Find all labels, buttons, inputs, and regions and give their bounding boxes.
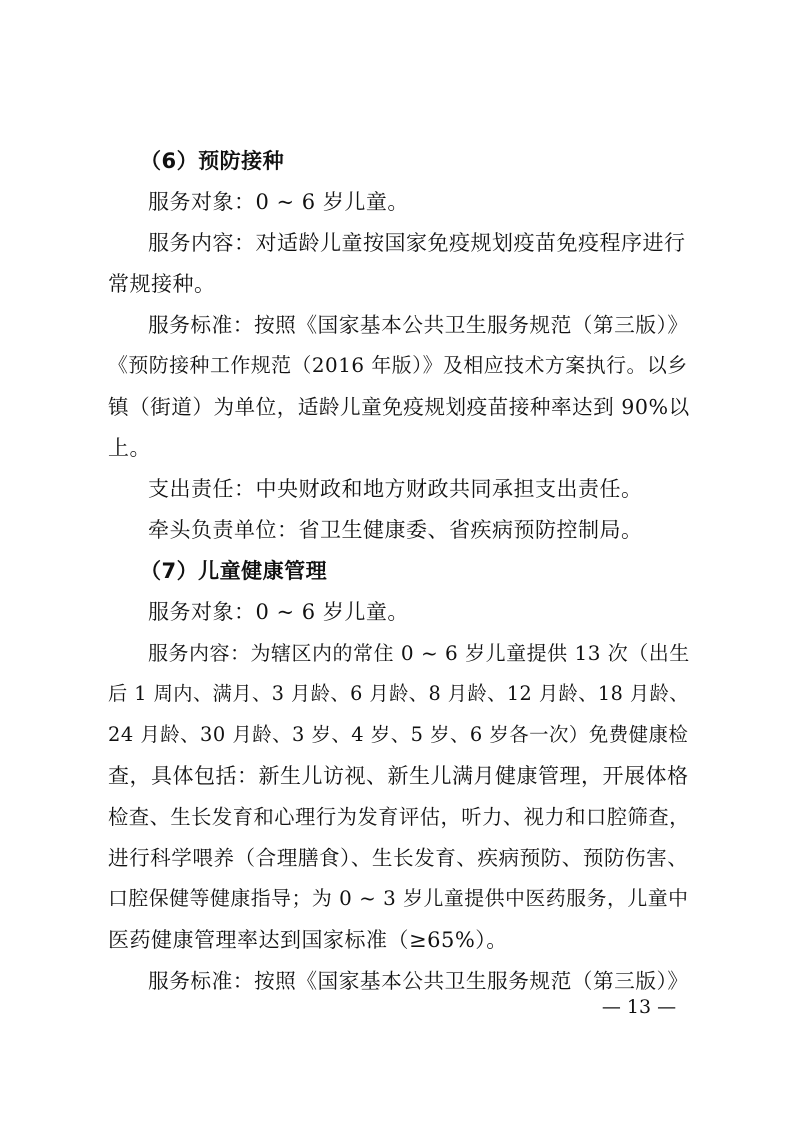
section-6-lead-unit: 牵头负责单位：省卫生健康委、省疾病预防控制局。 (148, 518, 643, 542)
section-7-content-line-2: 后 1 周内、满月、3 月龄、6 月龄、8 月龄、12 月龄、18 月龄、 (108, 682, 689, 705)
section-6-standard-line-4: 上。 (108, 436, 151, 460)
page-number: — 13 — (601, 996, 677, 1018)
section-7-content-line-5: 检查、生长发育和心理行为发育评估，听力、视力和口腔筛查， (108, 805, 690, 829)
section-6-standard-line-1: 服务标准：按照《国家基本公共卫生服务规范（第三版）》 (148, 313, 689, 337)
section-7-content-line-3: 24 月龄、30 月龄、3 岁、4 岁、5 岁、6 岁各一次）免费健康检 (108, 723, 689, 746)
section-6-content-line-1: 服务内容：对适龄儿童按国家免疫规划疫苗免疫程序进行 (148, 231, 686, 255)
section-6-content-line-2: 常规接种。 (108, 272, 216, 296)
section-7-content-line-7: 口腔保健等健康指导；为 0 ~ 3 岁儿童提供中医药服务，儿童中 (108, 887, 689, 910)
section-6-target: 服务对象：0 ~ 6 岁儿童。 (148, 190, 409, 214)
section-6-standard-line-2: 《预防接种工作规范（2016 年版）》及相应技术方案执行。以乡 (108, 354, 688, 377)
section-7-content-line-8: 医药健康管理率达到国家标准（≥65%）。 (108, 928, 508, 952)
section-6-standard-line-3: 镇（街道）为单位，适龄儿童免疫规划疫苗接种率达到 90%以 (108, 395, 690, 419)
section-7-content-line-4: 查，具体包括：新生儿访视、新生儿满月健康管理，开展体格 (108, 764, 689, 788)
section-7-standard-line-1: 服务标准：按照《国家基本公共卫生服务规范（第三版）》 (148, 969, 689, 993)
section-7-content-line-6: 进行科学喂养（合理膳食）、生长发育、疾病预防、预防伤害、 (108, 846, 689, 870)
section-7-target: 服务对象：0 ~ 6 岁儿童。 (148, 600, 409, 624)
section-7-content-line-1: 服务内容：为辖区内的常住 0 ~ 6 岁儿童提供 13 次（出生 (148, 641, 690, 665)
section-7-heading: （7）儿童健康管理 (140, 559, 328, 583)
section-6-heading: （6）预防接种 (140, 149, 285, 173)
section-6-expense: 支出责任：中央财政和地方财政共同承担支出责任。 (148, 477, 643, 501)
